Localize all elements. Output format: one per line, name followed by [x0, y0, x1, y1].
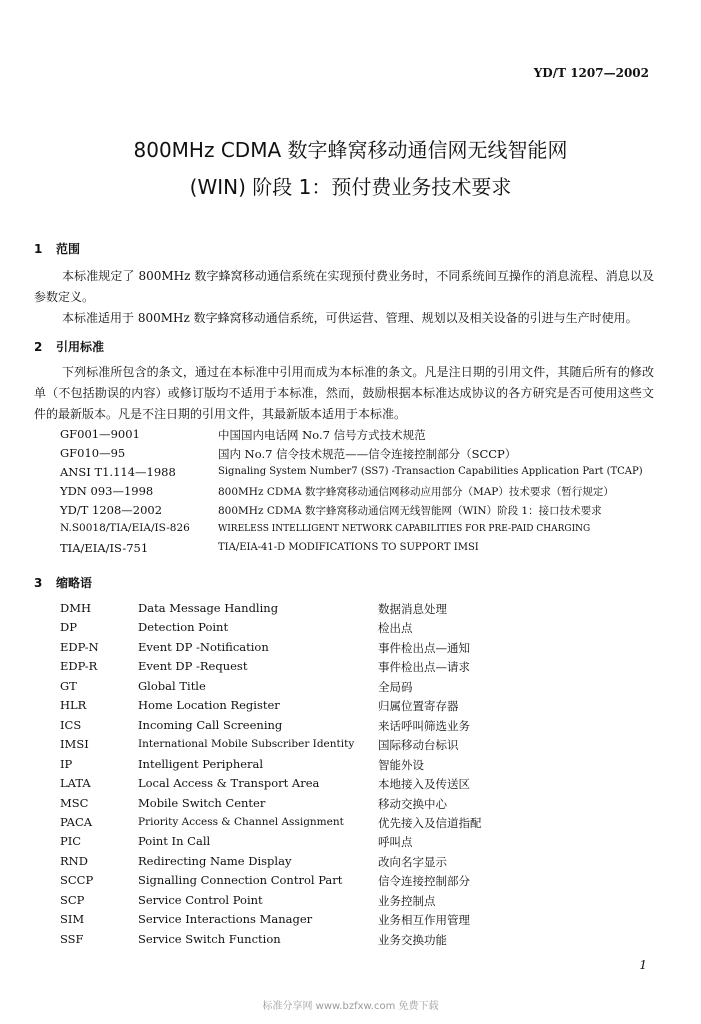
reference-code: YD/T 1208—2002: [60, 503, 163, 517]
abbreviation-chinese: 信令连接控制部分: [378, 874, 470, 888]
abbreviation-english: Service Switch Function: [138, 932, 281, 946]
abbreviation: MSC: [60, 796, 89, 810]
abbreviation: LATA: [60, 776, 91, 790]
paragraph: 本标准规定了 800MHz 数字蜂窝移动通信系统在实现预付费业务时，不同系统间互操作的消息流程、消息以及参数定义。: [34, 269, 654, 304]
abbreviation: SCP: [60, 893, 85, 907]
abbreviation-chinese: 改向名字显示: [378, 855, 447, 869]
paragraph: 本标准适用于 800MHz 数字蜂窝移动通信系统，可供运营、管理、规划以及相关设备的引进与生产时使用。: [62, 311, 638, 325]
abbreviation-english: Redirecting Name Display: [138, 854, 292, 868]
footer-watermark: 标准分享网 www.bzfxw.com 免费下载: [262, 1001, 439, 1012]
paragraph: 下列标准所包含的条文，通过在本标准中引用而成为本标准的条文。凡是注日期的引用文件，其随后所有的修改单（不包括勘误的内容）或修订版均不适用于本标准，然而，鼓励根据本标准达成协议的各方研究是否可使用这些文件的最新版本。凡是不注日期的引用文件，其最新版本适用于本标准。: [34, 365, 654, 421]
section-2-heading: [34, 338, 104, 355]
abbreviation-english: Mobile Switch Center: [138, 796, 266, 810]
abbreviation-english: Signalling Connection Control Part: [138, 873, 343, 887]
abbreviation-chinese: 检出点: [378, 621, 413, 635]
reference-title: 中国国内电话网 No.7 信号方式技术规范: [218, 428, 426, 442]
abbreviation-english: Local Access & Transport Area: [138, 776, 320, 790]
abbreviation: DMH: [60, 601, 92, 615]
reference-code: GF001—9001: [60, 427, 140, 441]
abbreviation-chinese: 事件检出点—通知: [378, 641, 470, 655]
abbreviation: HLR: [60, 698, 87, 712]
abbreviation: SIM: [60, 912, 85, 926]
reference-title: TIA/EIA-41-D MODIFICATIONS TO SUPPORT IMSI: [218, 542, 479, 553]
section-title: 缩略语: [56, 576, 93, 590]
abbreviation-chinese: 国际移动台标识: [378, 738, 459, 752]
section-number: 3: [34, 576, 43, 590]
abbreviation-english: Service Interactions Manager: [138, 912, 313, 926]
section-1-heading: [34, 240, 80, 257]
reference-code: YDN 093—1998: [60, 484, 154, 498]
abbreviation-english: Home Location Register: [138, 698, 280, 712]
abbreviation: EDP-N: [60, 640, 99, 654]
standard-code: YD/T 1207—2002: [533, 66, 649, 80]
abbreviation: GT: [60, 679, 77, 693]
abbreviation-english: Point In Call: [138, 834, 211, 848]
abbreviation-english: Incoming Call Screening: [138, 718, 283, 732]
reference-title: WIRELESS INTELLIGENT NETWORK CAPABILITIES FOR PRE-PAID CHARGING: [218, 524, 591, 534]
abbreviation-english: Intelligent Peripheral: [138, 757, 264, 771]
section-3-heading: [34, 574, 92, 591]
abbreviation-chinese: 来话呼叫筛选业务: [378, 719, 470, 733]
abbreviation-chinese: 移动交换中心: [378, 797, 447, 811]
abbreviation: IMSI: [60, 737, 89, 751]
abbreviation-english: Priority Access & Channel Assignment: [138, 816, 344, 828]
page-number: 1: [639, 958, 647, 972]
reference-code: TIA/EIA/IS-751: [60, 541, 149, 555]
abbreviation: SSF: [60, 932, 84, 946]
abbreviation-chinese: 本地接入及传送区: [378, 777, 470, 791]
abbreviation-chinese: 事件检出点—请求: [378, 660, 470, 674]
abbreviation-chinese: 业务控制点: [378, 894, 436, 908]
section-title: 引用标准: [56, 340, 105, 354]
reference-title: 国内 No.7 信令技术规范——信令连接控制部分（SCCP）: [218, 447, 517, 461]
abbreviation-english: Event DP -Notification: [138, 640, 269, 654]
abbreviation-chinese: 业务相互作用管理: [378, 913, 470, 927]
abbreviation: RND: [60, 854, 88, 868]
reference-title: 800MHz CDMA 数字蜂窝移动通信网移动应用部分（MAP）技术要求（暂行规定）: [218, 486, 614, 498]
abbreviation-chinese: 归属位置寄存器: [378, 699, 459, 713]
document-title-line-1: 800MHz CDMA 数字蜂窝移动通信网无线智能网: [133, 138, 568, 162]
abbreviation: PIC: [60, 834, 82, 848]
abbreviation-english: Data Message Handling: [138, 601, 279, 615]
abbreviation-english: Detection Point: [138, 620, 229, 634]
abbreviation-english: Global Title: [138, 679, 206, 693]
abbreviation: IP: [60, 757, 73, 771]
abbreviation-chinese: 呼叫点: [378, 835, 413, 849]
abbreviation: PACA: [60, 815, 93, 829]
reference-code: N.S0018/TIA/EIA/IS-826: [60, 522, 190, 534]
reference-code: ANSI T1.114—1988: [60, 465, 176, 479]
reference-title: 800MHz CDMA 数字蜂窝移动通信网无线智能网（WIN）阶段 1：接口技术要求: [218, 505, 602, 517]
abbreviation: DP: [60, 620, 77, 634]
document-title-line-2: (WIN) 阶段 1：预付费业务技术要求: [189, 175, 512, 199]
abbreviation-english: International Mobile Subscriber Identity: [138, 738, 355, 750]
abbreviation: EDP-R: [60, 659, 98, 673]
abbreviation-english: Service Control Point: [138, 893, 263, 907]
abbreviation: SCCP: [60, 873, 94, 887]
section-number: 1: [34, 242, 43, 256]
section-1-body: [34, 266, 654, 329]
abbreviation-chinese: 业务交换功能: [378, 933, 447, 947]
abbreviation-chinese: 智能外设: [378, 758, 424, 772]
section-title: 范围: [56, 242, 81, 256]
abbreviation-chinese: 数据消息处理: [378, 602, 447, 616]
reference-code: GF010—95: [60, 446, 126, 460]
section-2-intro: [34, 362, 654, 425]
reference-title: Signaling System Number7 (SS7) -Transaction Capabilities Application Part (TCAP): [218, 466, 643, 477]
abbreviation-english: Event DP -Request: [138, 659, 248, 673]
section-number: 2: [34, 340, 43, 354]
abbreviation-chinese: 全局码: [378, 680, 413, 694]
abbreviation-chinese: 优先接入及信道指配: [378, 816, 482, 830]
abbreviation: ICS: [60, 718, 82, 732]
